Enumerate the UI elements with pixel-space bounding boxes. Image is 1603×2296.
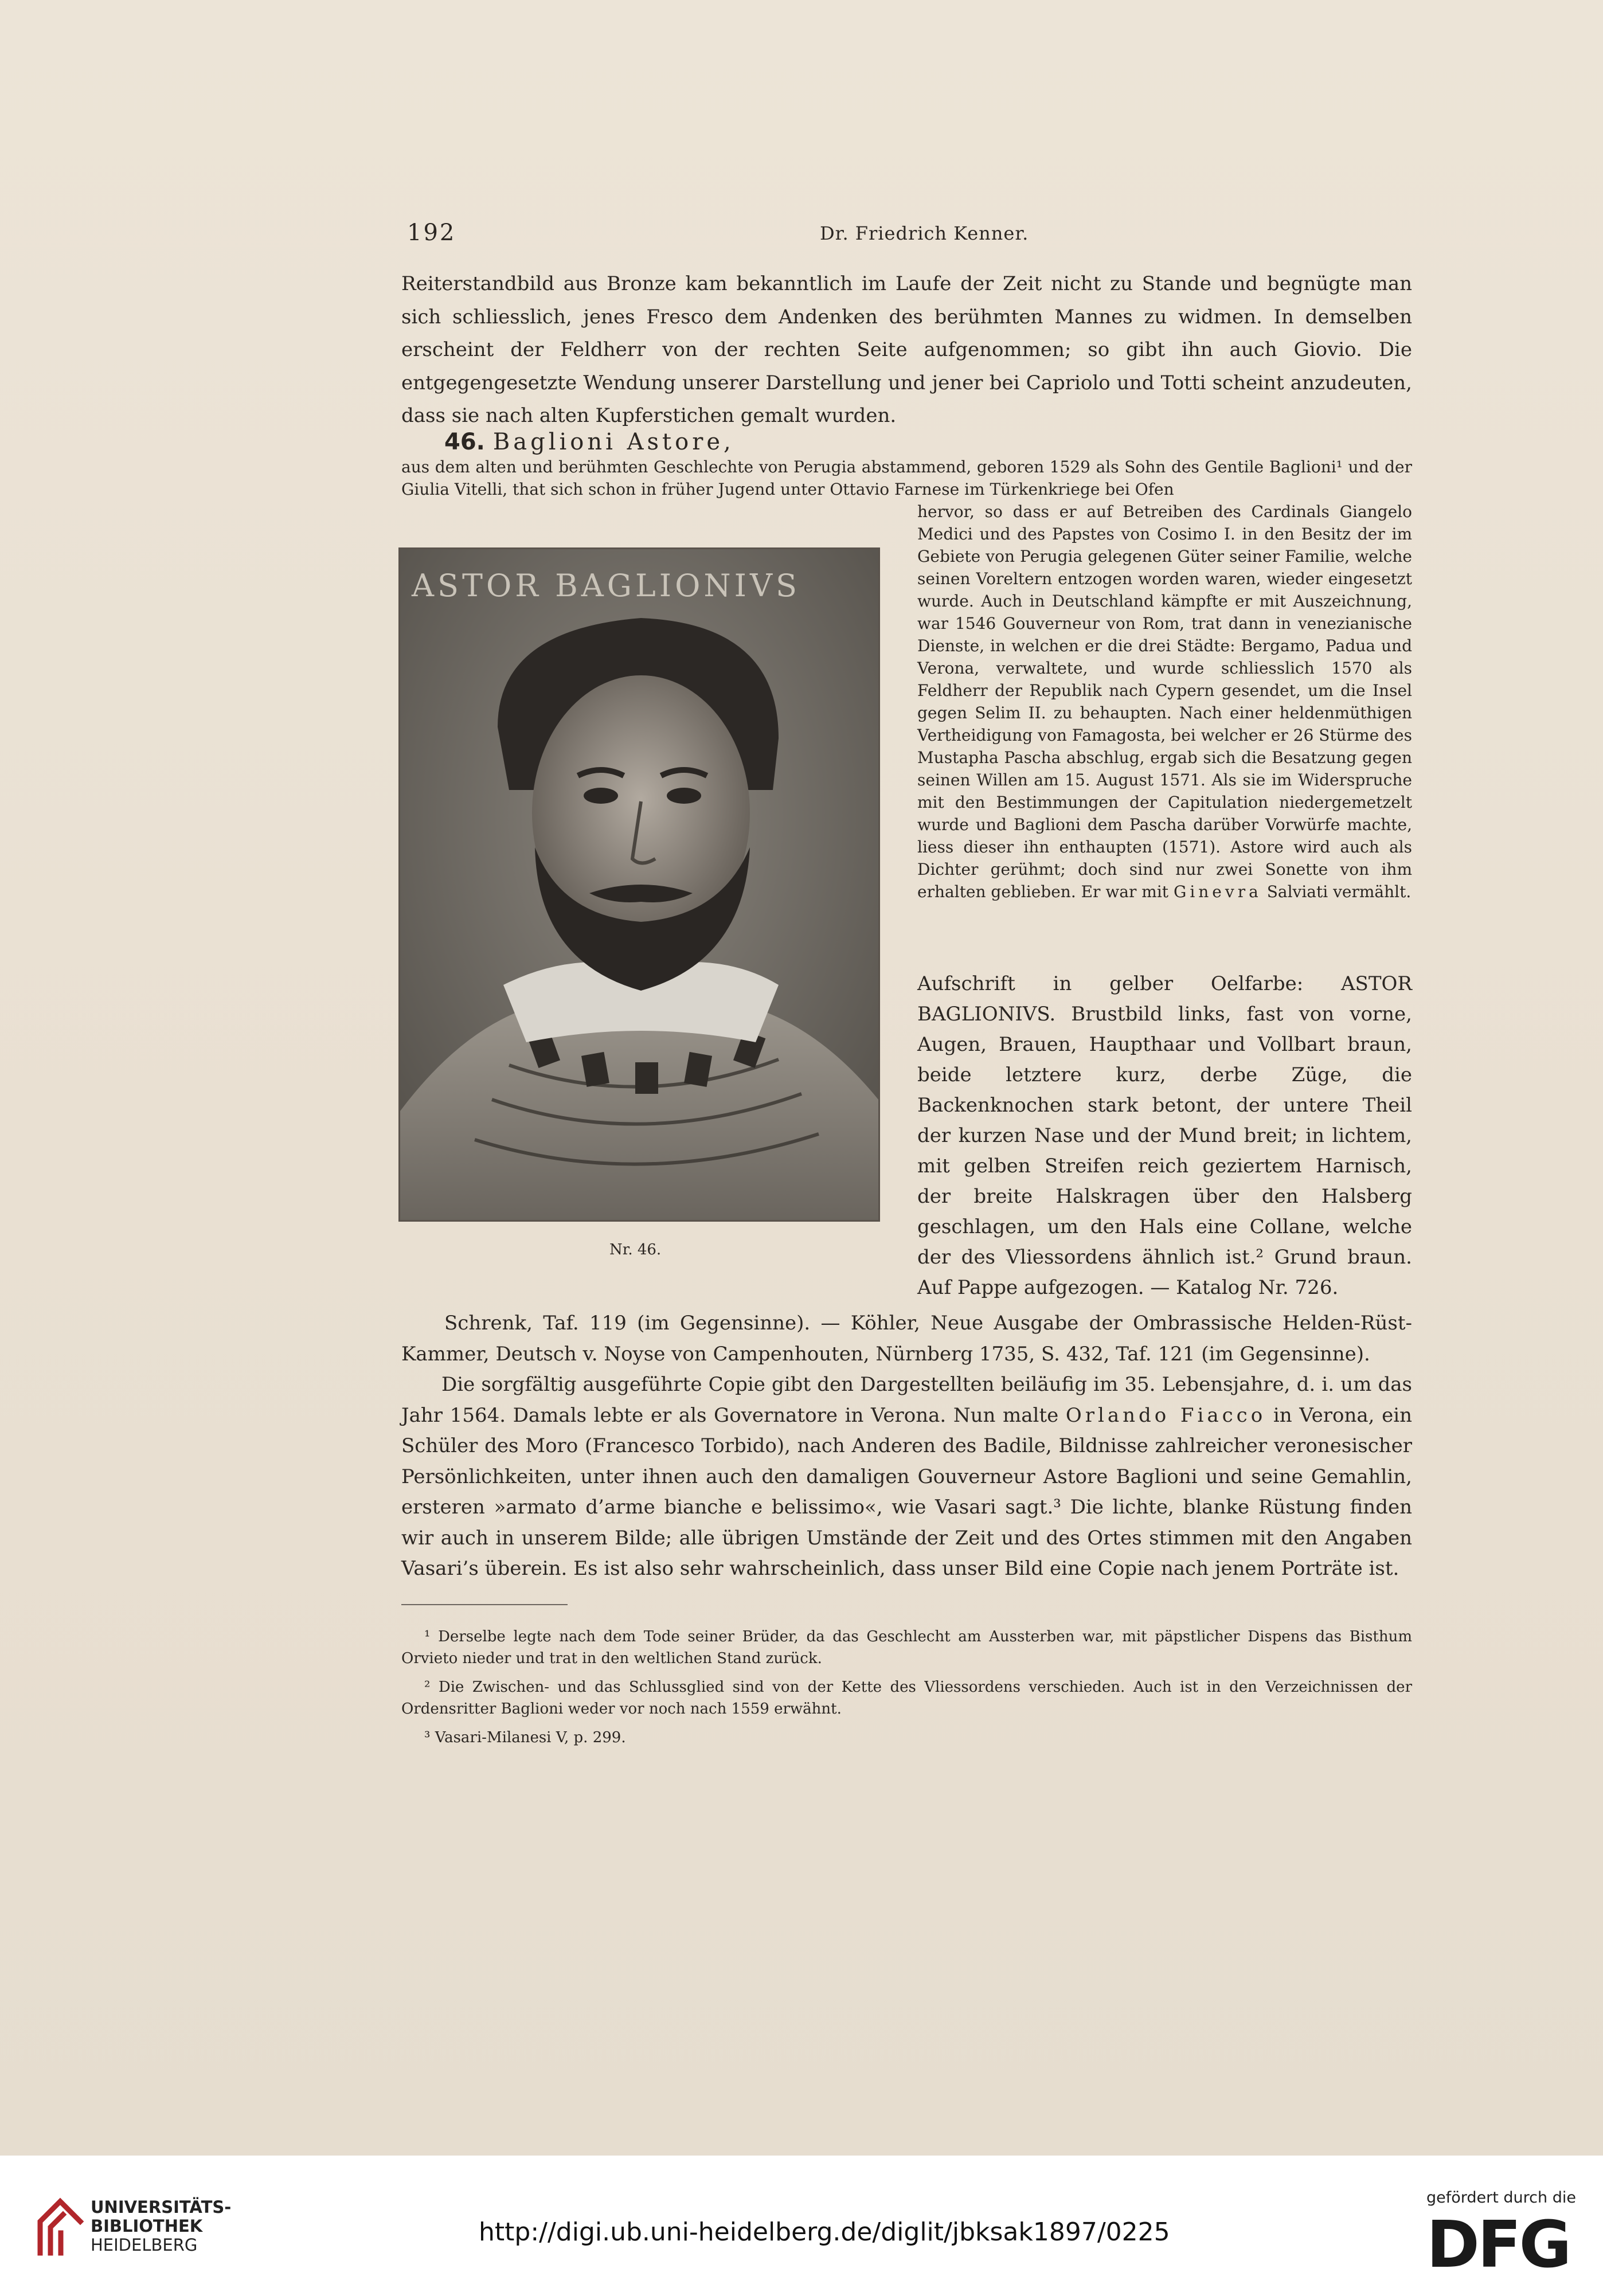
footnote-1: ¹ Derselbe legte nach dem Tode seiner Brüder, da das Geschlecht am Aussterben war, mit päpstlicher Dispens das Bisthum Orvieto nieder und trat in den weltlichen Stand zurück. xyxy=(401,1628,1412,1667)
portrait-caption: Nr. 46. xyxy=(609,1241,662,1258)
biography-text-2 xyxy=(917,500,1412,903)
lower-text xyxy=(401,1308,1412,1585)
painter-name: Orlando Fiacco xyxy=(1065,1403,1266,1427)
discussion-paragraph xyxy=(401,1370,1412,1585)
intro-paragraph xyxy=(401,268,1412,433)
portrait-image xyxy=(398,547,880,1222)
dfg-logo-text: DFG xyxy=(1426,2212,1570,2275)
footnote-divider xyxy=(401,1604,568,1605)
permalink-url[interactable]: http://digi.ub.uni-heidelberg.de/diglit/jbksak1897/0225 xyxy=(479,2217,1170,2247)
discussion-text-b: in Verona, ein Schüler des Moro (Francesco Torbido), nach Anderen des Badile, Bildnisse zahlreicher veronesischer Persönlichkeiten, unter ihnen auch den damaligen Gouverneur Astore Baglioni und seine Gemahlin, ersteren »armato d’arme bianche e belissimo«, wie Vasari sagt.³ Die lichte, blanke Rüstung finden wir auch in unserem Bilde; alle übrigen Umstände der Zeit und des Ortes stimmen mit den Angaben Vasari’s überein. Es ist also sehr wahrscheinlich, dass unser Bild eine Copie nach jenem Porträte ist. xyxy=(401,1403,1413,1580)
footnote-2: ² Die Zwischen- und das Schlussglied sind von der Kette des Vliessordens verschieden. Auch ist in den Verzeichnissen der Ordensritter Baglioni weder vor noch nach 1559 erwähnt. xyxy=(401,1679,1412,1718)
entry-title xyxy=(444,429,734,455)
biography-full-width xyxy=(401,456,1412,500)
portrait-inscription: ASTOR BAGLIONIVS xyxy=(412,568,800,604)
funding-label: gefördert durch die xyxy=(1426,2189,1576,2207)
biography-column xyxy=(917,500,1412,903)
running-header-author: Dr. Friedrich Kenner. xyxy=(820,222,1029,244)
entry-name: Baglioni Astore, xyxy=(492,429,734,455)
intro-text: Reiterstandbild aus Bronze kam bekanntlich im Laufe der Zeit nicht zu Stande und begnügte man sich schliesslich, jenes Fresco dem Andenken des berühmten Mannes zu widmen. In demselben erscheint der Feldherr von der rechten Seite aufgenommen; so gibt ihn auch Giovio. Die entgegengesetzte Wendung unserer Darstellung und jener bei Capriolo und Totti scheint anzudeuten, dass sie nach alten Kupferstichen gemalt wurden. xyxy=(401,272,1412,427)
biography-text-1: aus dem alten und berühmten Geschlechte von Perugia abstammend, geboren 1529 als Sohn des Gentile Baglioni¹ und der Giulia Vitelli, that sich schon in früher Jugend unter Ottavio Farnese im Türkenkriege bei Ofen xyxy=(401,457,1412,499)
page-number: 192 xyxy=(407,220,456,246)
footnote-3: ³ Vasari-Milanesi V, p. 299. xyxy=(424,1729,626,1746)
biography-text-2a: hervor, so dass er auf Betreiben des Cardinals Giangelo Medici und des Papstes von Cosimo I. in den Besitz der im Gebiete von Perugia gelegenen Güter seiner Familie, welche seinen Voreltern entzogen worden waren, wieder eingesetzt wurde. Auch in Deutschland kämpfte er mit Auszeichnung, war 1546 Gouverneur von Rom, trat dann in venezianische Dienste, in welchen er die drei Städte: Bergamo, Padua und Verona, verwaltete, und wurde schliesslich 1570 als Feldherr der Republik nach Cypern gesendet, um die Insel gegen Selim II. zu behaupten. Nach einer heldenmüthigen Vertheidigung von Famagosta, bei welcher er 26 Stürme des Mustapha Pascha abschlug, ergab sich die Besatzung gegen seinen Willen am 15. August 1571. Als sie im Widerspruche mit den Bestimmungen der Capitulation niedergemetzelt wurde und Baglioni dem Pascha darüber Vorwürfe machte, liess dieser ihn enthaupten (1571). Astore wird auch als Dichter gerühmt; doch sind nur zwei Sonette von ihm erhalten geblieben. Er war mit xyxy=(917,502,1412,901)
references-paragraph: Schrenk, Taf. 119 (im Gegensinne). — Köhler, Neue Ausgabe der Ombrassische Helden-Rüst-Kammer, Deutsch v. Noyse von Campenhouten, Nürnberg 1735, S. 432, Taf. 121 (im Gegensinne). xyxy=(401,1312,1412,1366)
library-line-2: BIBLIOTHEK xyxy=(91,2216,203,2236)
library-line-3: HEIDELBERG xyxy=(91,2235,198,2255)
entry-number: 46. xyxy=(444,429,485,455)
portrait-drawing xyxy=(400,549,878,1220)
university-library-name xyxy=(91,2198,231,2255)
university-library-logo-icon xyxy=(34,2196,86,2259)
biography-text-2b: Salviati vermählt. xyxy=(1266,882,1412,901)
library-line-1: UNIVERSITÄTS- xyxy=(91,2197,232,2217)
portrait-description: Aufschrift in gelber Oelfarbe: ASTOR BAGLIONIVS. Brustbild links, fast von vorne, Augen, Brauen, Haupthaar und Vollbart braun, beide letztere kurz, derbe Züge, die Backenknochen stark betont, der untere Theil der kurzen Nase und der Mund breit; in lichtem, mit gelben Streifen reich geziertem Harnisch, der breite Halskragen über den Halsberg geschlagen, um den Hals eine Collane, welche der des Vliessordens ähnlich ist.² Grund braun. Auf Pappe aufgezogen. — Katalog Nr. 726. xyxy=(917,972,1412,1299)
discussion-text-a: Die sorgfältig ausgeführte Copie gibt den Dargestellten beiläufig im 35. Lebensjahre, d. i. um das Jahr 1564. Damals lebte er als Governatore in Verona. Nun malte xyxy=(401,1373,1412,1427)
wife-name: Ginevra xyxy=(1173,882,1262,901)
footnotes xyxy=(401,1626,1412,1755)
dfg-logo-icon xyxy=(1426,2212,1581,2275)
